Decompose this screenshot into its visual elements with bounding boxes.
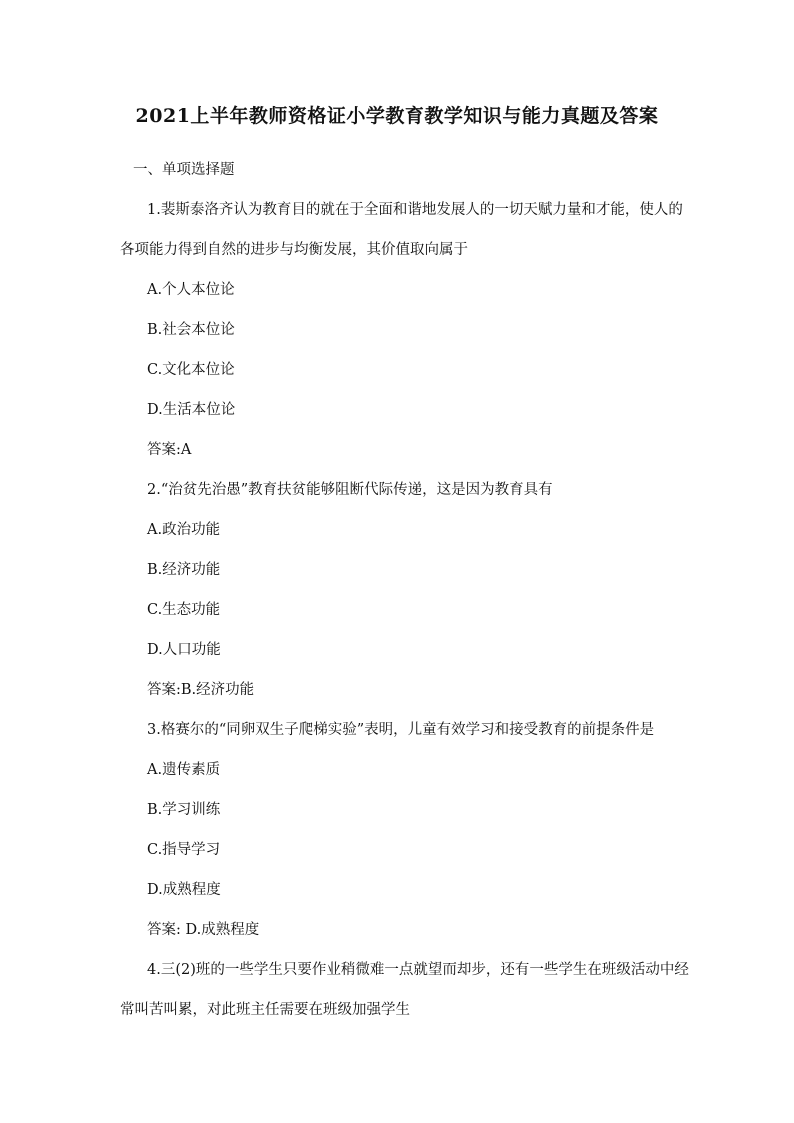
question-1-answer: 答案:A: [147, 442, 192, 458]
document-title: 2021上半年教师资格证小学教育教学知识与能力真题及答案: [135, 105, 659, 127]
question-1-option-b: B.社会本位论: [147, 322, 235, 338]
question-4-stem: 4.三(2)班的一些学生只要作业稍微难一点就望而却步，还有一些学生在班级活动中经: [147, 962, 689, 978]
question-1-option-d: D.生活本位论: [147, 402, 236, 418]
question-2-answer: 答案:B.经济功能: [147, 682, 255, 698]
question-2-option-d: D.人口功能: [147, 642, 221, 658]
question-2-option-a: A.政治功能: [147, 522, 221, 538]
question-3-stem: 3.格赛尔的“同卵双生子爬梯实验”表明，儿童有效学习和接受教育的前提条件是: [147, 722, 655, 738]
question-2-option-b: B.经济功能: [147, 562, 221, 578]
question-3-option-b: B.学习训练: [147, 802, 221, 818]
question-1-option-c: C.文化本位论: [147, 362, 235, 378]
question-3-answer: 答案: D.成熟程度: [147, 922, 260, 938]
question-1-stem: 1.裴斯泰洛齐认为教育目的就在于全面和谐地发展人的一切天赋力量和才能，使人的: [147, 202, 683, 218]
question-2-stem: 2.“治贫先治愚”教育扶贫能够阻断代际传递，这是因为教育具有: [147, 482, 553, 498]
question-2-option-c: C.生态功能: [147, 602, 221, 618]
question-3-option-d: D.成熟程度: [147, 882, 221, 898]
question-1-stem-continued: 各项能力得到自然的进步与均衡发展，其价值取向属于: [120, 242, 468, 258]
section-heading: 一、单项选择题: [133, 162, 235, 178]
question-1-option-a: A.个人本位论: [147, 282, 235, 298]
question-3-option-a: A.遗传素质: [147, 762, 221, 778]
question-4-stem-continued: 常叫苦叫累，对此班主任需要在班级加强学生: [120, 1002, 410, 1018]
question-3-option-c: C.指导学习: [147, 842, 221, 858]
